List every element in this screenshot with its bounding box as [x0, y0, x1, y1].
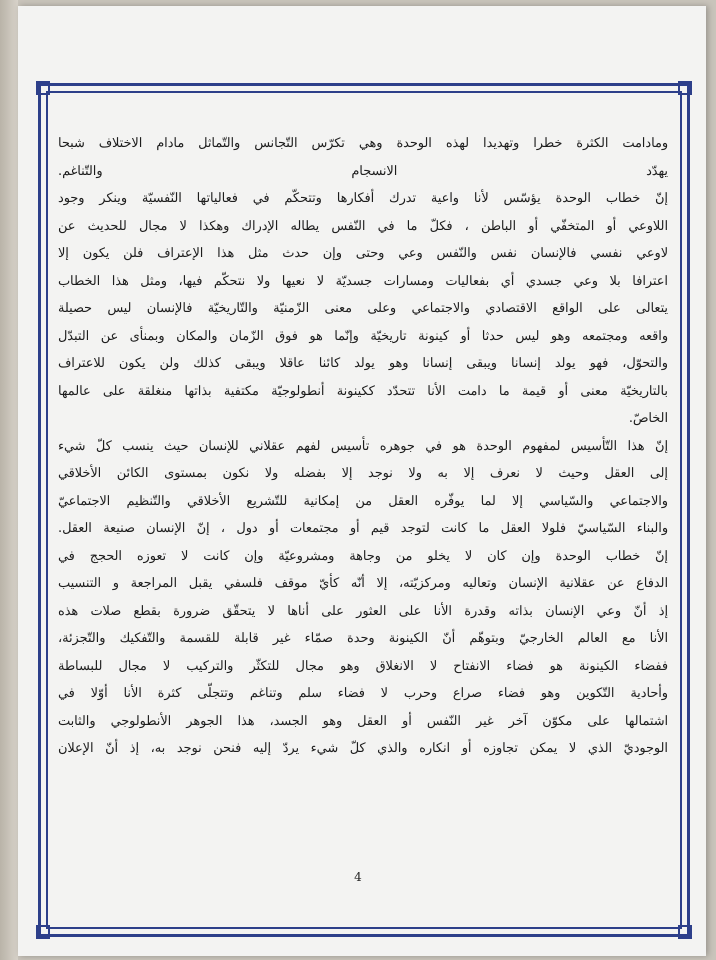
paragraph	[58, 433, 668, 543]
text-line: واقعه ومجتمعه وهو ليس حدثا أو كينونة تاريخيّة وإنّما هو فوق الزّمان والمكان وبمنأى عن التبدّل	[58, 328, 668, 344]
text-line: اشتمالها على مكوّن آخر غير النّفس أو العقل وهو الجسد، هذا الجوهر الأنطولوجي والثابت	[58, 713, 668, 729]
text-line: وأحادية التّكوين وهو فضاء صراع وحرب لا فضاء سلم وتناغم وتتجلّى كثرة الأنا أوّلا في	[58, 686, 668, 701]
paragraph	[58, 543, 668, 763]
text-line: إنّ هذا التّأسيس لمفهوم الوحدة هو في جوهره تأسيس لفهم عقلاني للإنسان حيث ينسب كلّ شيء	[58, 438, 668, 454]
border-corner-ornament	[36, 925, 50, 939]
text-line: إلى العقل وحيث لا نعرف إلا به ولا نوجد إلا بفضله ولا نكون بمستوى الكائن الأخلاقي	[58, 466, 668, 481]
text-line: الأنا مع العالم الخارجيّ وبتوهّم أنّ الكينونة وحدة صمّاء غير قابلة للقسمة والتّفكيك والتّجزئة،	[58, 631, 668, 646]
text-line: الوجوديّ الذي لا يمكن تجاوزه أو انكاره والذي كلّ شيء يردّ إليه فنحن نوجد به، إذ أنّ الإعلان	[58, 741, 668, 756]
page-number: 4	[354, 870, 362, 884]
text-line: لاوعي نفسي فالإنسان نفس والنّفس وعي وحتى وإن حدث مثل هذا الإعتراف فلن يكون إلا	[58, 246, 668, 261]
text-line: بالتاريخيّة معنى أو قيمة ما دامت الأنا تتحدّد ككينونة أنطولوجيّة مكتفية بذاتها منغلقة على عالمها	[58, 383, 668, 399]
text-line: إذ أنّ وعي الإنسان بذاته وقدرة الأنا على العثور على أناها لا يتحقّق ضرورة بقطع صلات هذه	[58, 603, 668, 619]
text-line: والبناء السّياسيّ فلولا العقل ما كانت لتوجد قيم أو مجتمعات أو دول ، إنّ الإنسان صنيعة العقل.	[58, 521, 668, 536]
paper-shadow-edge	[0, 0, 18, 960]
text-line: اللاوعي أو المتخفّي أو الباطن ، فكلّ ما في النّفس يطاله الإدراك وهكذا لا مجال للحديث عن	[58, 218, 668, 234]
paragraph	[58, 185, 668, 433]
text-line: والاجتماعي والسّياسي إلا لما يوفّره العقل من إمكانية للتّشريع الأخلاقي والتّنظيم الاجتماعيّ	[58, 493, 668, 509]
text-line: يهدّد الانسجام والتّناغم.	[58, 163, 668, 179]
document-body	[58, 130, 668, 763]
text-line: اعترافا بلا وعي جسدي أي بفعاليات ومسارات جسديّة لا نعيها ولا نتحكّم فيها، ومثل هذا الخطاب	[58, 273, 668, 289]
text-line: الدفاع عن عقلانية الإنسان وتعاليه ومركزيّته، إلا أنّه كأيّ موقف فلسفي يقبل المراجعة و التنسيب	[58, 576, 668, 591]
text-line: إنّ خطاب الوحدة وإن كان لا يخلو من وجاهة ومشروعيّة وإن كانت لا تعوزه الحجج في	[58, 548, 668, 564]
paragraph	[58, 130, 668, 185]
border-corner-ornament	[678, 925, 692, 939]
text-line: الخاصّ.	[628, 411, 668, 426]
text-line: يتعالى على الواقع الاقتصادي والاجتماعي وعلى معنى الزّمنيّة والتّاريخيّة فالإنسان ليس حصيلة	[58, 301, 668, 316]
border-corner-ornament	[36, 81, 50, 95]
text-line: ففضاء الكينونة هو فضاء الانفتاح لا الانغلاق وهو مجال للتكثّر والتركيب لا مجال للبساطة	[58, 658, 668, 674]
border-corner-ornament	[678, 81, 692, 95]
text-line: والتحوّل، فهو يولد إنسانا ويبقى إنسانا وهو يولد كائنا عاقلا ويبقى كذلك ولن يكون للاعتراف	[58, 356, 668, 371]
text-line: ومادامت الكثرة خطرا وتهديدا لهذه الوحدة وهي تكرّس التّجانس والتّماثل مادام الاختلاف شبحا	[58, 136, 668, 151]
text-line: إنّ خطاب الوحدة يؤسّس لأنا واعية تدرك أفكارها وتتحكّم في فعالياتها النّفسيّة وينكر وجود	[58, 191, 668, 206]
